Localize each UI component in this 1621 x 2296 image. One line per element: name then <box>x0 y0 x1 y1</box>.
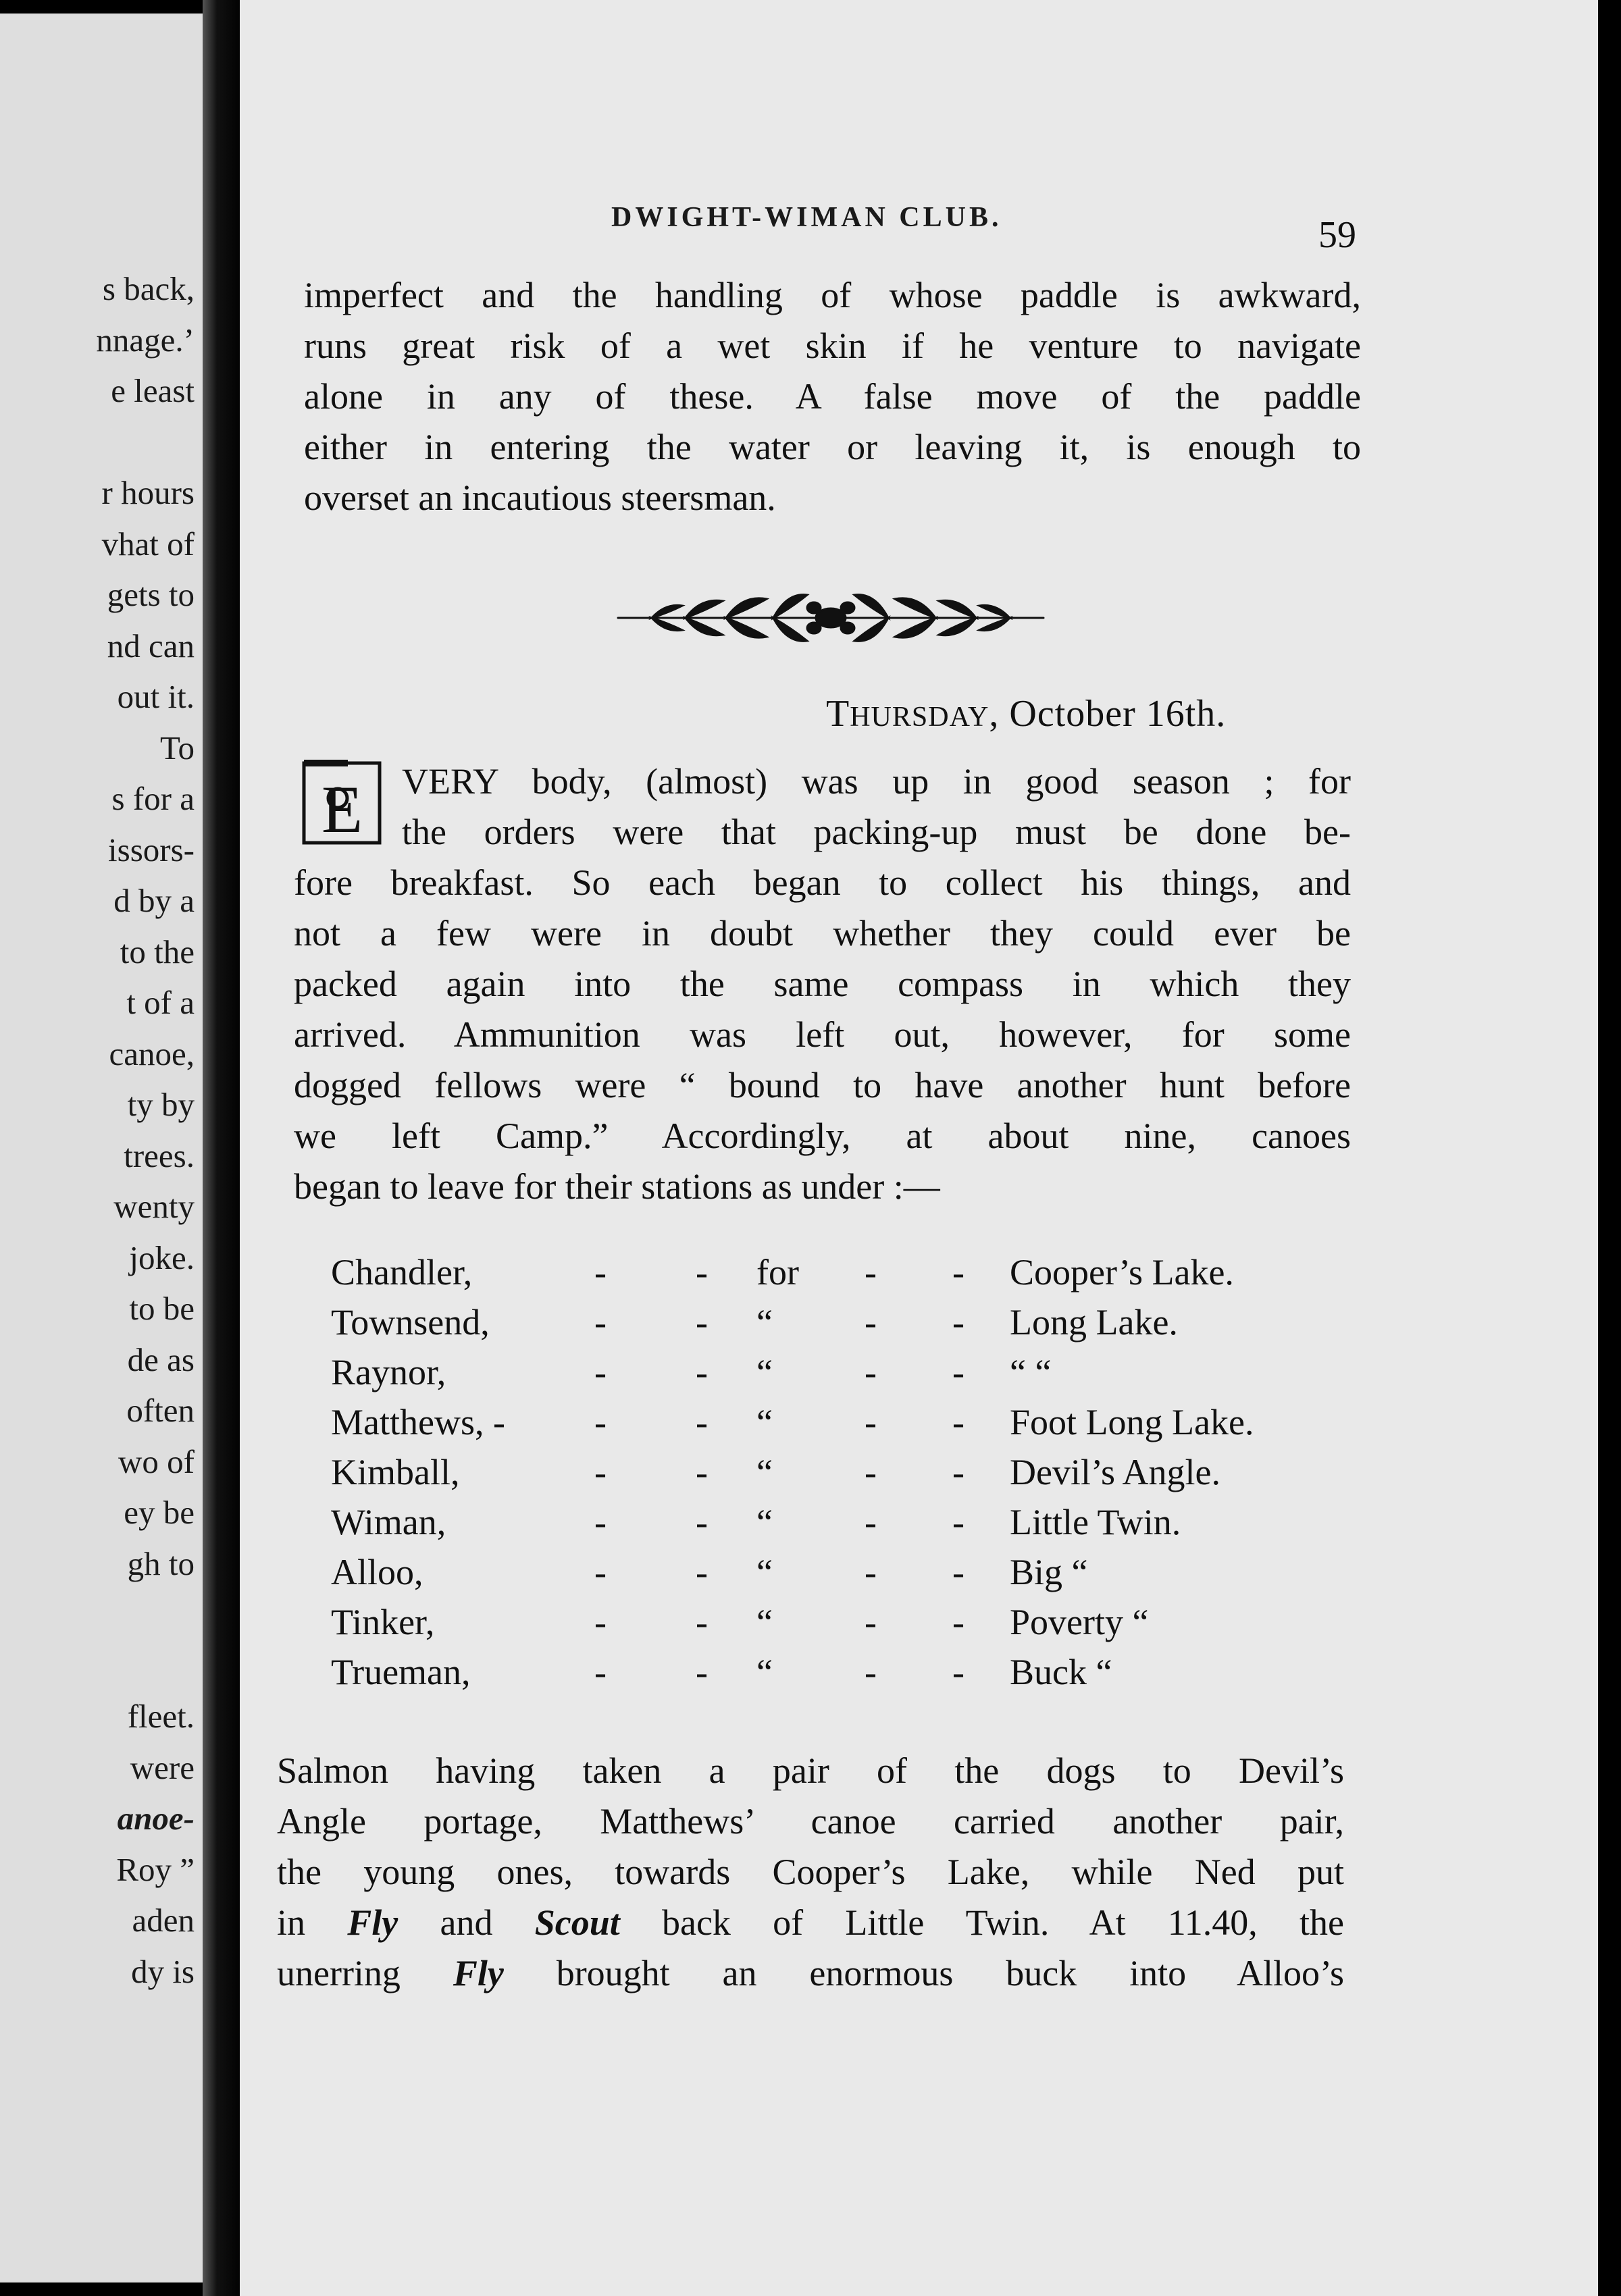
facing-page-line <box>2 1640 195 1692</box>
station-destination: Devil’s Angle. <box>1010 1452 1220 1492</box>
facing-page-line: t of a <box>126 984 195 1021</box>
leader-dash: - <box>696 1652 708 1692</box>
leader-dash: - <box>696 1352 708 1392</box>
dog-name-fly: Fly <box>347 1902 398 1943</box>
station-for: “ <box>756 1402 773 1442</box>
text-line: dogged fellows were “ bound to have another hunt before <box>294 1065 1351 1105</box>
station-destination: Poverty “ <box>1010 1602 1149 1642</box>
leader-dash: - <box>952 1402 964 1442</box>
stations-list <box>331 1251 1358 1701</box>
facing-page-line: dy is <box>131 1952 195 1990</box>
facing-page-line: gets to <box>107 576 195 613</box>
facing-page-line: issors- <box>108 831 195 868</box>
leader-dash: - <box>865 1602 877 1642</box>
text-line: arrived. Ammunition was left out, however, for some <box>294 1014 1351 1055</box>
facing-page-line: out it. <box>117 678 195 715</box>
leader-dash: - <box>594 1452 607 1492</box>
facing-page-line: e least <box>111 372 195 409</box>
facing-page-line: s back, <box>102 270 195 307</box>
book-gutter <box>203 0 243 2296</box>
leader-dash: - <box>594 1552 607 1592</box>
leader-dash: - <box>865 1352 877 1392</box>
station-for: “ <box>756 1602 773 1642</box>
date-heading <box>826 692 1226 735</box>
facing-page-line: wo of <box>118 1442 195 1480</box>
station-for: “ <box>756 1452 773 1492</box>
station-for: “ <box>756 1652 773 1692</box>
leader-dash: - <box>865 1402 877 1442</box>
station-name: Matthews, - <box>331 1402 505 1442</box>
station-row <box>331 1401 1358 1451</box>
station-row <box>331 1501 1358 1551</box>
facing-page-line <box>2 417 195 468</box>
leader-dash: - <box>594 1252 607 1293</box>
leader-dash: - <box>952 1502 964 1542</box>
facing-page-line: to the <box>120 933 195 970</box>
text-line: packed again into the same compass in which they <box>294 964 1351 1004</box>
leader-dash: - <box>952 1352 964 1392</box>
text-line: in Fly and Scout back of Little Twin. At 11.40, the <box>277 1902 1345 1943</box>
station-destination: Foot Long Lake. <box>1010 1402 1254 1442</box>
station-row <box>331 1651 1358 1701</box>
leader-dash: - <box>952 1252 964 1293</box>
leader-dash: - <box>865 1452 877 1492</box>
facing-page-line: de as <box>127 1340 195 1378</box>
text-line: fore breakfast. So each began to collect his things, and <box>294 862 1351 903</box>
station-destination: Buck “ <box>1010 1652 1112 1692</box>
facing-page-line: canoe, <box>109 1035 195 1072</box>
station-for: “ <box>756 1352 773 1392</box>
leader-dash: - <box>952 1652 964 1692</box>
leader-dash: - <box>952 1552 964 1592</box>
facing-page-line: Roy ” <box>116 1850 195 1888</box>
running-head: DWIGHT-WIMAN CLUB. <box>611 202 1002 233</box>
station-row <box>331 1601 1358 1651</box>
station-name: Chandler, <box>331 1252 473 1293</box>
station-name: Tinker, <box>331 1602 435 1642</box>
station-row <box>331 1301 1358 1351</box>
text-line: not a few were in doubt whether they could ever be <box>294 913 1351 954</box>
leader-dash: - <box>952 1302 964 1342</box>
facing-page-line: To <box>159 729 195 766</box>
station-for: “ <box>756 1302 773 1342</box>
dog-name-fly: Fly <box>453 1953 504 1993</box>
station-destination: Long Lake. <box>1010 1302 1178 1342</box>
facing-page-line: nnage.’ <box>96 321 195 359</box>
text-line: began to leave for their stations as under :— <box>294 1166 940 1207</box>
facing-page-line: often <box>126 1392 195 1429</box>
text-line: imperfect and the handling of whose paddle is awkward, <box>304 275 1361 315</box>
text-line: the orders were that packing-up must be done be- <box>402 812 1351 852</box>
date-heading-day: HURSDAY <box>850 702 989 733</box>
facing-page-left <box>0 14 203 2282</box>
leader-dash: - <box>696 1402 708 1442</box>
leader-dash: - <box>594 1502 607 1542</box>
facing-page-line: aden <box>132 1902 195 1939</box>
facing-page-line: ty by <box>127 1086 195 1123</box>
station-row <box>331 1451 1358 1501</box>
station-name: Raynor, <box>331 1352 446 1392</box>
leader-dash: - <box>594 1652 607 1692</box>
facing-page-line: to be <box>129 1290 195 1327</box>
paragraph-1 <box>304 270 1361 523</box>
text-line: VERY body, (almost) was up in good season ; for <box>402 761 1351 802</box>
text-line: unerring Fly brought an enormous buck into Alloo’s <box>277 1953 1344 1993</box>
station-name: Trueman, <box>331 1652 471 1692</box>
leader-dash: - <box>696 1552 708 1592</box>
paragraph-3 <box>277 1746 1344 1999</box>
facing-page-line: gh to <box>127 1544 195 1582</box>
station-destination: Cooper’s Lake. <box>1010 1252 1234 1293</box>
station-name: Kimball, <box>331 1452 460 1492</box>
facing-page-line: joke. <box>129 1238 195 1276</box>
text-line: runs great risk of a wet skin if he venture to navigate <box>304 325 1361 366</box>
facing-page-line: anoe- <box>117 1800 195 1837</box>
leader-dash: - <box>594 1602 607 1642</box>
facing-page-line: fleet. <box>127 1698 195 1735</box>
leader-dash: - <box>865 1502 877 1542</box>
text-line: Salmon having taken a pair of the dogs to Devil’s <box>277 1750 1344 1791</box>
leader-dash: - <box>696 1452 708 1492</box>
station-destination: Little Twin. <box>1010 1502 1181 1542</box>
station-destination: “ “ <box>1010 1352 1052 1392</box>
leader-dash: - <box>865 1302 877 1342</box>
leader-dash: - <box>865 1252 877 1293</box>
text-line: either in entering the water or leaving it, is enough to <box>304 427 1361 467</box>
station-name: Alloo, <box>331 1552 423 1592</box>
leader-dash: - <box>865 1652 877 1692</box>
facing-page-text <box>2 263 195 1997</box>
leader-dash: - <box>594 1402 607 1442</box>
station-row <box>331 1251 1358 1301</box>
leader-dash: - <box>594 1302 607 1342</box>
page-number: 59 <box>1318 214 1356 256</box>
date-heading-rest: , October 16th. <box>989 693 1227 735</box>
date-heading-initial: T <box>826 693 850 735</box>
facing-page-line: wenty <box>113 1188 195 1225</box>
text-line: we left Camp.” Accordingly, at about nine, canoes <box>294 1116 1351 1156</box>
station-name: Wiman, <box>331 1502 446 1542</box>
station-for: “ <box>756 1502 773 1542</box>
facing-page-line: nd can <box>107 627 195 664</box>
leader-dash: - <box>865 1552 877 1592</box>
paragraph-2 <box>294 756 1351 1212</box>
facing-page-line: were <box>130 1748 195 1786</box>
leader-dash: - <box>952 1452 964 1492</box>
facing-page-line: d by a <box>113 882 195 919</box>
facing-page-line: r hours <box>101 474 195 511</box>
facing-page-line: trees. <box>124 1137 195 1174</box>
text-line: alone in any of these. A false move of the paddle <box>304 376 1361 417</box>
station-destination: Big “ <box>1010 1552 1088 1592</box>
text-line: Angle portage, Matthews’ canoe carried another pair, <box>277 1801 1344 1842</box>
facing-page-line: ey be <box>124 1494 195 1531</box>
leader-dash: - <box>594 1352 607 1392</box>
station-name: Townsend, <box>331 1302 490 1342</box>
facing-page-line <box>2 1589 195 1640</box>
leader-dash: - <box>696 1252 708 1293</box>
leader-dash: - <box>696 1302 708 1342</box>
station-row <box>331 1551 1358 1601</box>
text-line: the young ones, towards Cooper’s Lake, while Ned put <box>277 1852 1344 1892</box>
page-edge-shadow <box>1598 0 1621 2296</box>
facing-page-line: vhat of <box>101 525 195 563</box>
station-row <box>331 1351 1358 1401</box>
leader-dash: - <box>696 1502 708 1542</box>
station-for: “ <box>756 1552 773 1592</box>
station-for: for <box>756 1252 799 1293</box>
facing-page-line: s for a <box>111 780 195 817</box>
dog-name-scout: Scout <box>534 1902 620 1943</box>
svg-text:E: E <box>321 772 363 847</box>
leader-dash: - <box>696 1602 708 1642</box>
leader-dash: - <box>952 1602 964 1642</box>
leaf-ornament <box>611 581 1050 655</box>
text-line: overset an incautious steersman. <box>304 477 776 518</box>
